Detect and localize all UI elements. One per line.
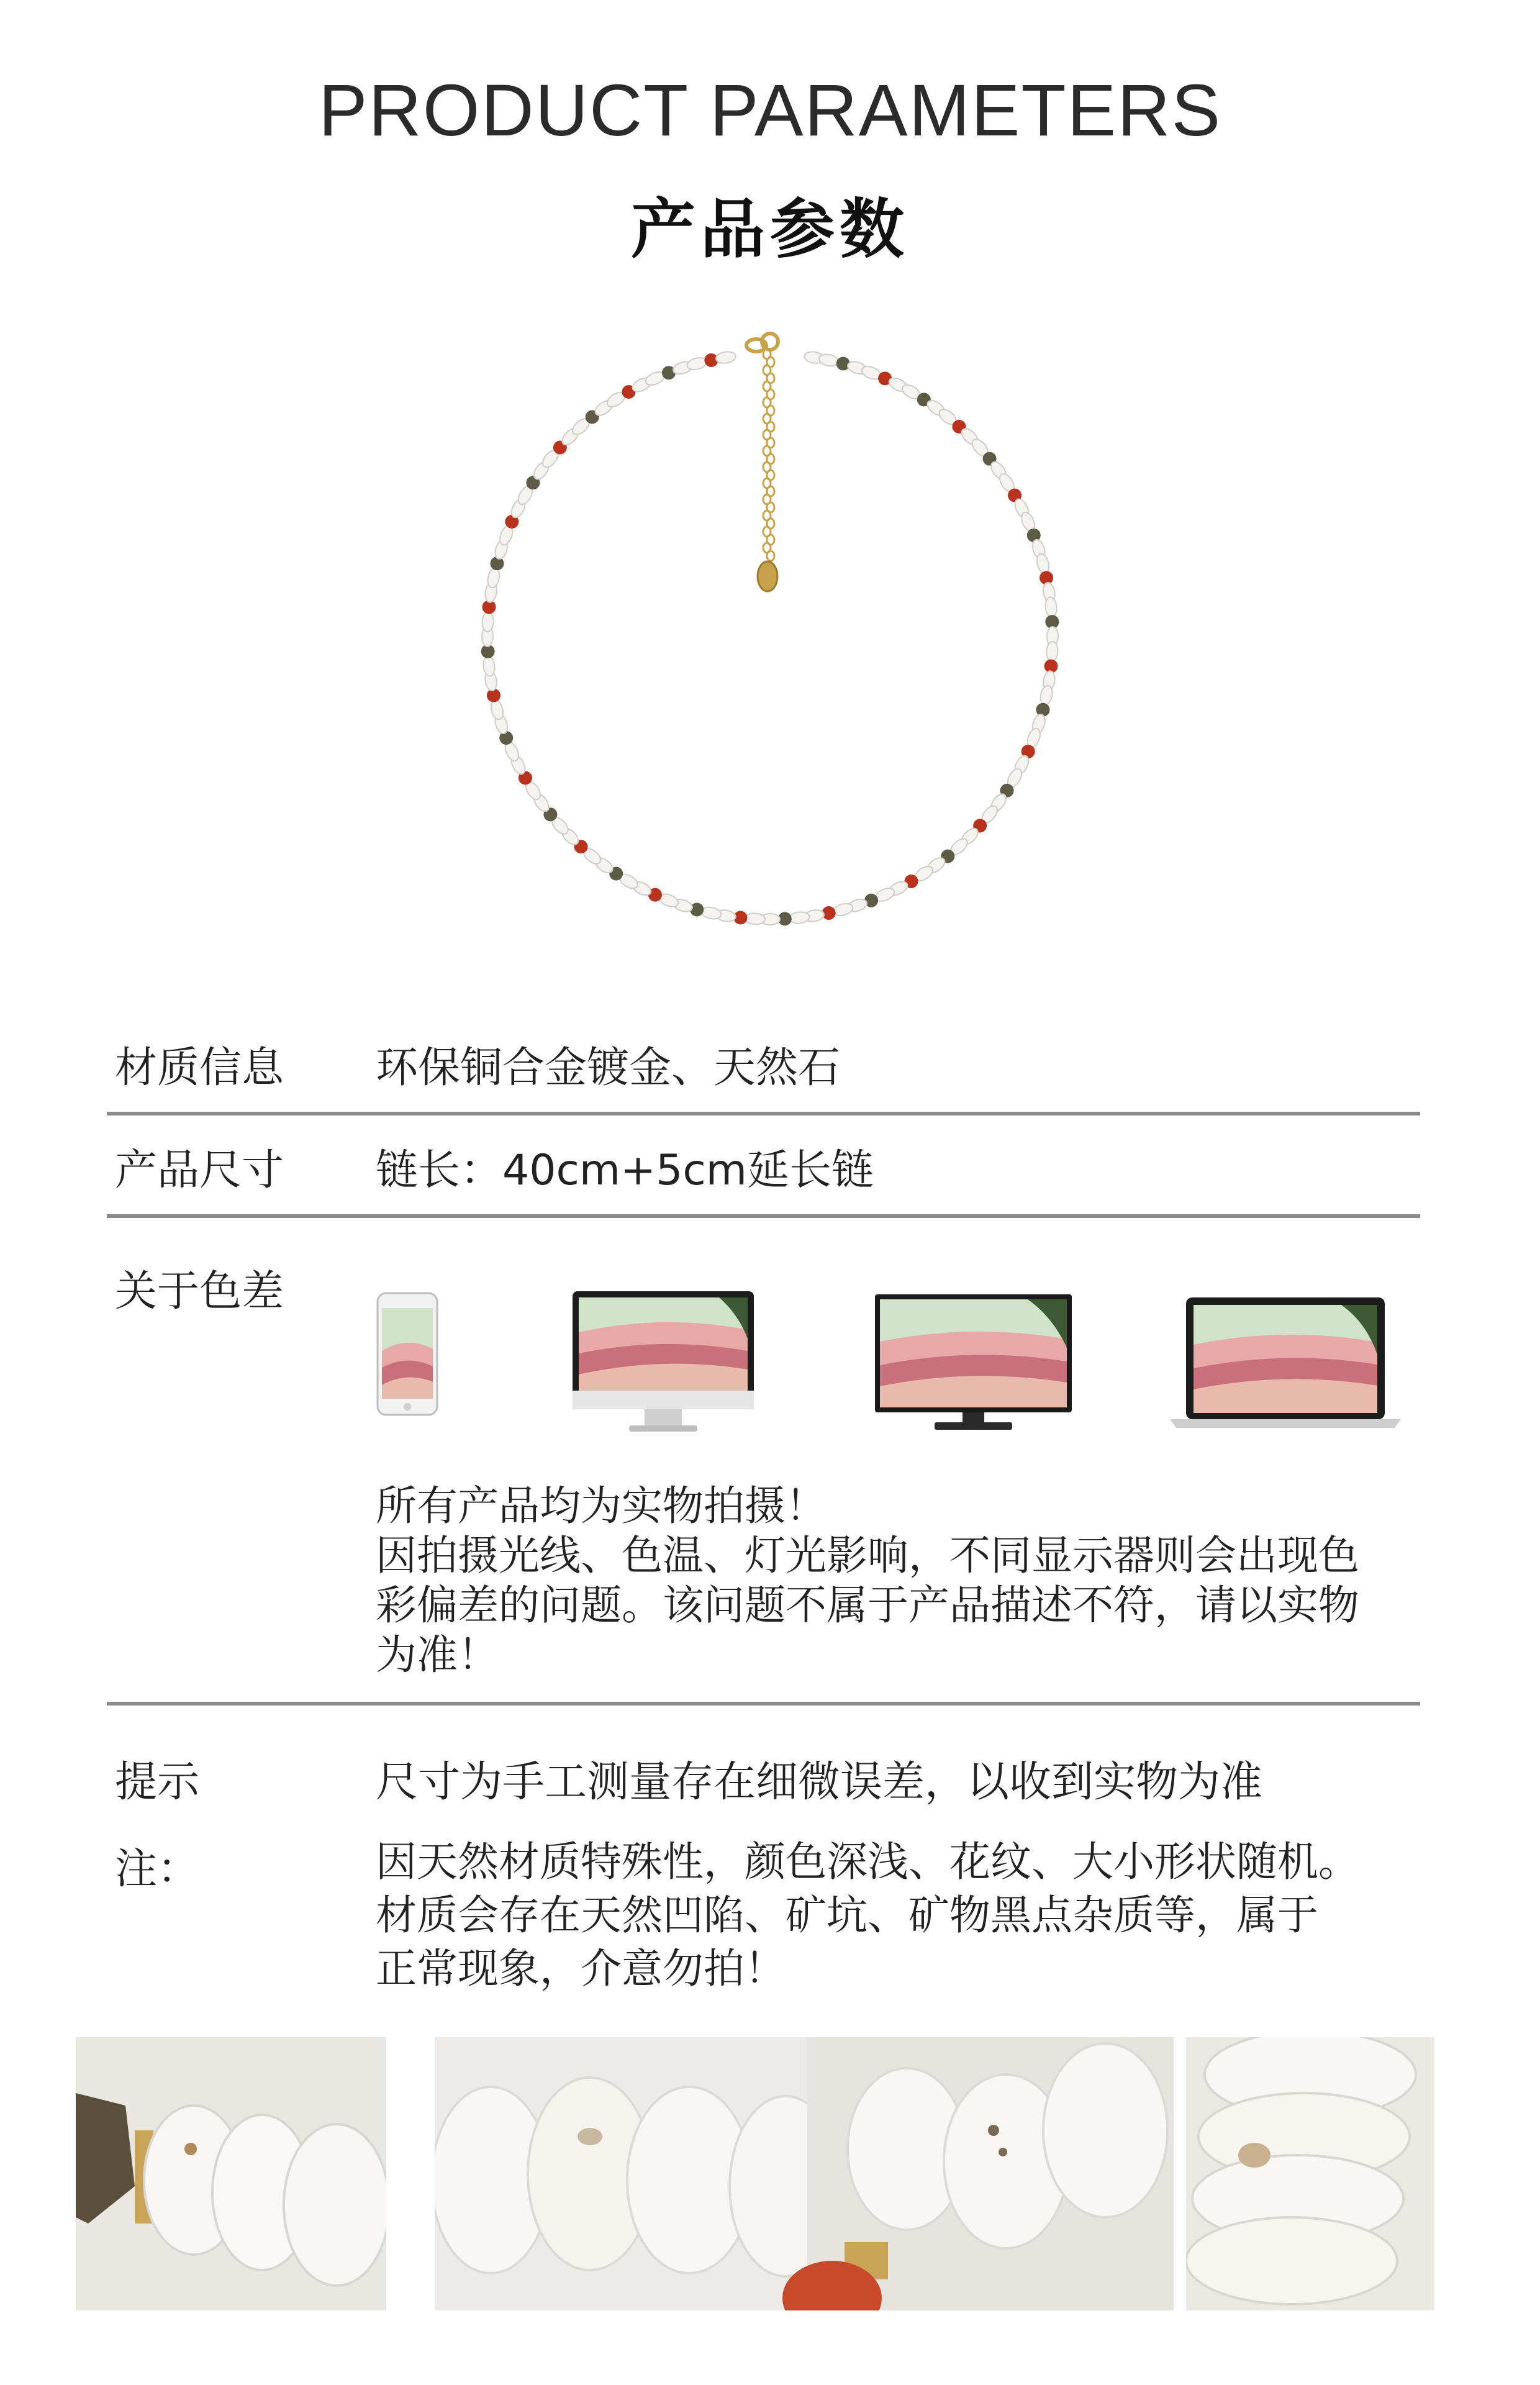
white-bead [745, 913, 766, 925]
material-label: 材质信息 [115, 1043, 284, 1093]
bead-closeup-photo-2 [435, 2037, 1174, 2310]
white-bead [1044, 597, 1058, 618]
clasp-and-extender-chain [746, 334, 778, 591]
tip-label: 提示 [115, 1758, 200, 1807]
white-bead [789, 911, 810, 924]
text-line: 彩偏差的问题。该问题不属于产品描述不符，请以实物 [376, 1581, 1359, 1629]
white-bead [715, 350, 736, 365]
laptop-icon [1167, 1295, 1403, 1434]
text-line: 所有产品均为实物拍摄！ [376, 1482, 827, 1530]
phone-icon [376, 1292, 438, 1419]
desktop-monitor-icon [570, 1289, 756, 1440]
color-diff-label: 关于色差 [115, 1267, 284, 1316]
bead-closeup-photo-3 [1186, 2037, 1434, 2310]
size-label: 产品尺寸 [115, 1146, 284, 1195]
note-label: 注： [115, 1845, 200, 1894]
white-bead [818, 353, 840, 368]
size-value: 链长：40cm+5cm延长链 [376, 1146, 874, 1195]
white-bead [1046, 641, 1059, 661]
white-bead [1039, 684, 1054, 706]
text-line: 正常现象，介意勿拍！ [376, 1945, 786, 1992]
text-line: 为准！ [376, 1631, 499, 1679]
white-bead [482, 656, 496, 677]
white-bead [482, 612, 494, 632]
material-value: 环保铜合金镀金、天然石 [376, 1043, 841, 1093]
chain-link [767, 551, 774, 561]
divider [107, 1702, 1420, 1706]
text-line: 材质会存在天然凹陷、矿坑、矿物黑点杂质等，属于 [376, 1891, 1318, 1939]
title-english: PRODUCT PARAMETERS [318, 70, 1222, 152]
divider [107, 1112, 1420, 1115]
necklace-image [435, 304, 1105, 988]
color-diff-description [376, 1481, 1431, 1680]
divider [107, 1214, 1420, 1218]
bead-closeup-photo-1 [76, 2037, 386, 2310]
text-line: 因天然材质特殊性，颜色深浅、花纹、大小形状随机。 [376, 1838, 1359, 1886]
tip-value: 尺寸为手工测量存在细微误差，以收到实物为准 [376, 1758, 1263, 1807]
text-line: 因拍摄光线、色温、灯光影响，不同显示器则会出现色 [376, 1532, 1359, 1579]
white-bead [486, 567, 501, 589]
white-bead [700, 906, 722, 920]
title-chinese: 产品参数 [630, 191, 909, 267]
note-description [376, 1835, 1431, 1996]
tv-monitor-icon [872, 1292, 1074, 1437]
